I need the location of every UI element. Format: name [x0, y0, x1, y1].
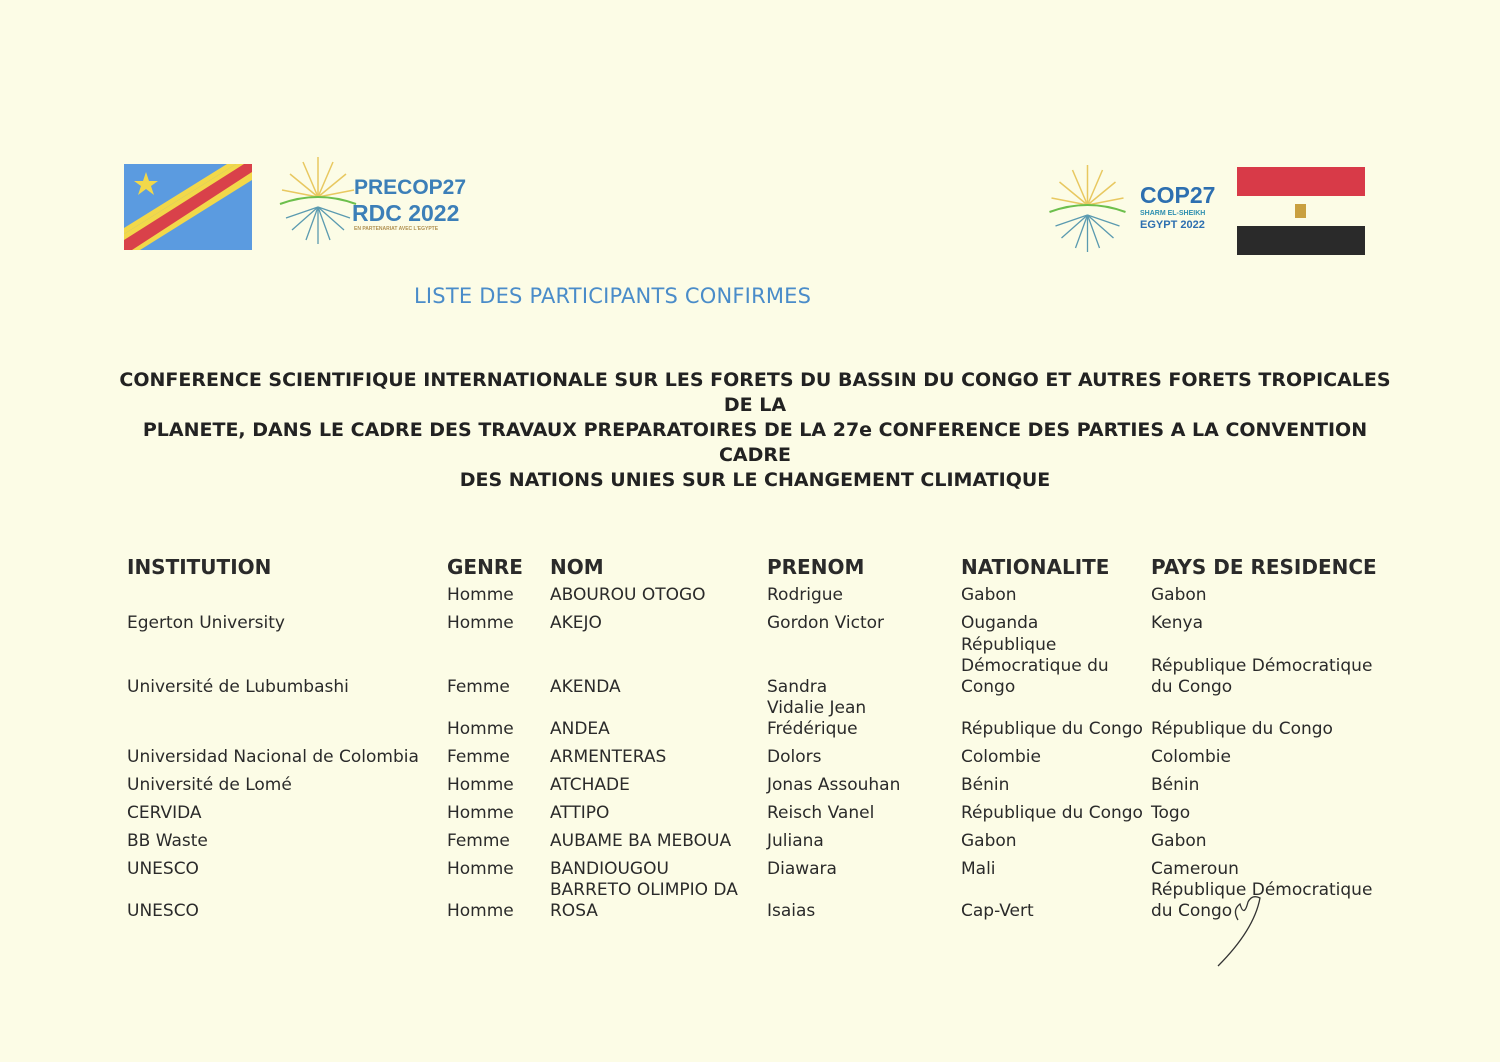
cop-line3: EGYPT 2022: [1140, 219, 1205, 231]
header-nom: NOM: [550, 555, 604, 579]
table-header-row: [120, 548, 1391, 578]
cell-pays-residence: République du Congo: [1151, 719, 1333, 739]
cell-pays-residence: Gabon: [1151, 585, 1207, 605]
cell-institution: BB Waste: [127, 831, 208, 851]
cell-prenom: Rodrigue: [767, 585, 843, 605]
conference-title: [110, 368, 1400, 493]
conference-title-line2: PLANETE, DANS LE CADRE DES TRAVAUX PREPARATOIRES DE LA 27e CONFERENCE DES PARTIES A LA CONVENTION CADRE: [142, 419, 1368, 466]
cell-nationalite: Colombie: [961, 747, 1041, 767]
cell-institution: CERVIDA: [127, 803, 202, 823]
cell-institution: Université de Lomé: [127, 775, 292, 795]
precop-tagline: EN PARTENARIAT AVEC L'EGYPTE: [354, 226, 439, 232]
table-row: [120, 698, 1391, 740]
conference-title-line1: CONFERENCE SCIENTIFIQUE INTERNATIONALE SUR LES FORETS DU BASSIN DU CONGO ET AUTRES FORETS TROPICALES DE LA: [119, 369, 1391, 416]
table-row: [120, 880, 1391, 922]
cell-genre: Femme: [447, 677, 510, 697]
cell-genre: Homme: [447, 775, 514, 795]
participants-table: [120, 548, 1391, 922]
cell-prenom: Dolors: [767, 747, 822, 767]
list-title: LISTE DES PARTICIPANTS CONFIRMES: [414, 284, 812, 308]
cell-institution: Universidad Nacional de Colombia: [127, 747, 419, 767]
cell-nationalite: Cap-Vert: [961, 901, 1034, 921]
egypt-flag: [1237, 167, 1365, 255]
drc-flag: [124, 164, 252, 250]
precop27-logo: [278, 152, 468, 252]
cell-institution: Université de Lubumbashi: [127, 677, 349, 697]
cell-nationalite: Ouganda: [961, 613, 1039, 633]
cell-nom: ARMENTERAS: [550, 747, 667, 767]
cell-prenom: Jonas Assouhan: [767, 775, 901, 795]
cell-nationalite: République du Congo: [961, 803, 1143, 823]
cell-pays-residence: Colombie: [1151, 747, 1231, 767]
header-genre: GENRE: [447, 555, 523, 579]
cell-genre: Homme: [447, 901, 514, 921]
cell-nationalite: République Démocratique du Congo: [961, 635, 1109, 697]
table-row: [120, 768, 1391, 796]
cell-prenom: Sandra: [767, 677, 828, 697]
cell-genre: Femme: [447, 831, 510, 851]
table-row: [120, 740, 1391, 768]
cop-line1: COP27: [1140, 182, 1216, 208]
cell-pays-residence: République Démocratique du Congo: [1151, 656, 1373, 697]
cell-genre: Homme: [447, 585, 514, 605]
cell-nom: AKEJO: [550, 613, 602, 633]
cell-prenom: Diawara: [767, 859, 837, 879]
header-pays-residence: PAYS DE RESIDENCE: [1151, 555, 1377, 579]
cell-nationalite: Bénin: [961, 775, 1010, 795]
table-row: [120, 824, 1391, 852]
cop-line2: SHARM EL-SHEIKH: [1140, 210, 1206, 217]
precop-line2: RDC 2022: [352, 200, 460, 226]
signature: [1210, 890, 1270, 970]
cell-nom: BANDIOUGOU: [550, 859, 669, 879]
cell-genre: Homme: [447, 719, 514, 739]
cell-institution: Egerton University: [127, 613, 285, 633]
cell-genre: Homme: [447, 613, 514, 633]
cell-prenom: Vidalie Jean Frédérique: [767, 698, 867, 739]
cell-prenom: Gordon Victor: [767, 613, 885, 633]
cell-pays-residence: Togo: [1151, 803, 1191, 823]
cell-pays-residence: Gabon: [1151, 831, 1207, 851]
conference-title-line3: DES NATIONS UNIES SUR LE CHANGEMENT CLIMATIQUE: [459, 469, 1051, 491]
table-row: [120, 578, 1391, 606]
cell-institution: UNESCO: [127, 859, 199, 879]
header-nationalite: NATIONALITE: [961, 555, 1110, 579]
cell-nom: AKENDA: [550, 677, 621, 697]
cell-nationalite: République du Congo: [961, 719, 1143, 739]
table-row: [120, 634, 1391, 698]
cell-pays-residence: Bénin: [1151, 775, 1200, 795]
cell-prenom: Isaias: [767, 901, 816, 921]
cell-nationalite: Gabon: [961, 585, 1017, 605]
cell-genre: Homme: [447, 859, 514, 879]
cell-pays-residence: Kenya: [1151, 613, 1204, 633]
cell-nationalite: Gabon: [961, 831, 1017, 851]
cell-nom: ANDEA: [550, 719, 610, 739]
cell-nom: ATTIPO: [550, 803, 610, 823]
cell-nom: ABOUROU OTOGO: [550, 585, 706, 605]
cell-institution: [120, 578, 447, 606]
table-row: [120, 852, 1391, 880]
cell-pays-residence: Cameroun: [1151, 859, 1239, 879]
header-prenom: PRENOM: [767, 555, 865, 579]
cell-pays-residence: République Démocratique du Congo: [1151, 880, 1373, 921]
cell-institution: UNESCO: [127, 901, 199, 921]
table-row: [120, 606, 1391, 634]
cell-prenom: Reisch Vanel: [767, 803, 875, 823]
table-row: [120, 796, 1391, 824]
cell-genre: Femme: [447, 747, 510, 767]
cell-nom: ATCHADE: [550, 775, 630, 795]
cell-prenom: Juliana: [767, 831, 824, 851]
cell-genre: Homme: [447, 803, 514, 823]
cell-institution: [120, 698, 447, 740]
cell-nom: AUBAME BA MEBOUA: [550, 831, 732, 851]
cop27-logo: [1040, 160, 1225, 260]
cell-nom: BARRETO OLIMPIO DA ROSA: [550, 880, 738, 921]
precop-line1: PRECOP27: [354, 176, 467, 199]
cell-nationalite: Mali: [961, 859, 996, 879]
header-institution: INSTITUTION: [127, 555, 272, 579]
